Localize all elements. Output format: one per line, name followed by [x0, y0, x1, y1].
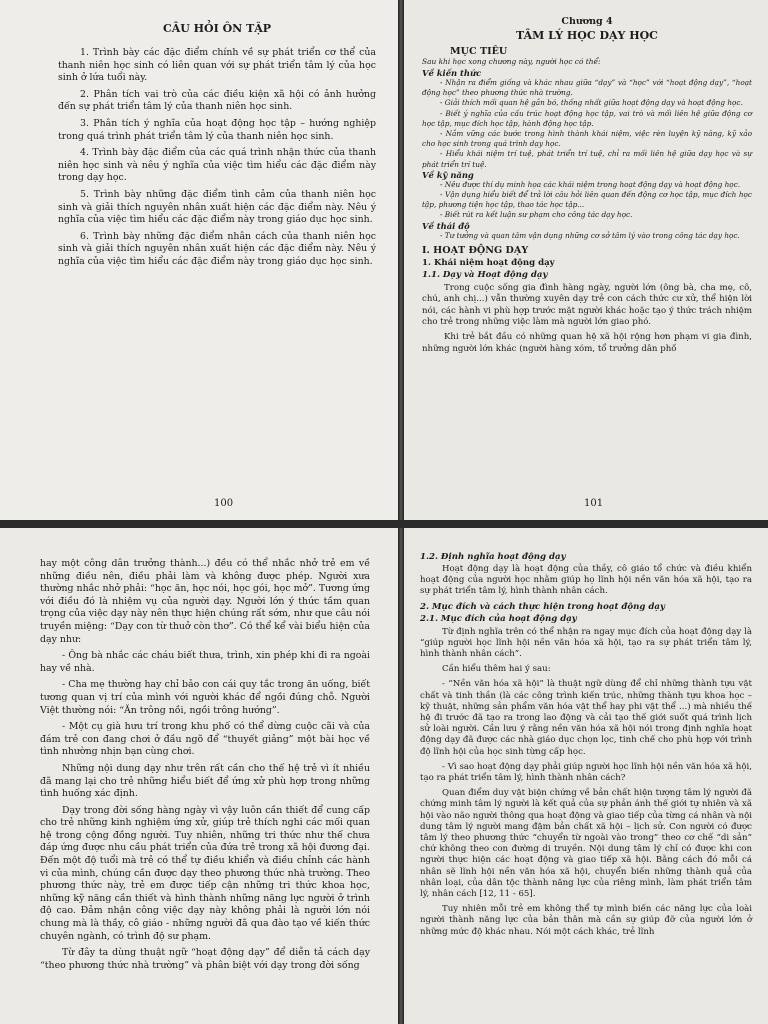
paragraph-1: hay một công dân trưởng thành...) đều có thể nhắc nhở trẻ em về những điều nên, điều phải làm và không được phép. Người xưa thường nhắc nhở phải: “học ăn, học nói, học gói, học mở”. Tương ứng với điều đó là nhiệm vụ của người dạy. Người lớn ý thức tầm quan trọng của việc dạy này nên thực hiện chúng rất sớm, như que câu nói truyền miệng: “Dạy con từ thuở còn thơ”. Có thể kể vài biểu hiện của dạy như:: [40, 558, 370, 645]
paragraph-2: Cần hiểu thêm hai ý sau:: [442, 664, 551, 675]
bullet-2: - Cha mẹ thường hay chỉ bảo con cái quy tắc trong ăn uống, biết tương quan vị trí của mình với người khác để ngồi đúng chỗ. Người Việt thường nói: “Ăn trông nồi, ngồi trông hướng”.: [40, 679, 370, 716]
paragraph-4: - Vì sao hoạt động dạy phải giúp người học lĩnh hội nền văn hóa xã hội, tạo ra phát triển tâm lý, hình thành nhân cách?: [420, 761, 752, 784]
chapter-label: Chương 4: [561, 16, 613, 27]
paragraph-2: Những nội dung dạy như trên rất cần cho thế hệ trẻ vì ít nhiều đã mang lại cho trẻ những hiểu biết để ứng xử phù hợp trong những tình huống xác định.: [40, 762, 370, 800]
skills-item-1: - Nêu được thí dụ minh họa các khái niệm trong hoạt động dạy và hoạt động học.: [440, 179, 741, 189]
page-100: [0, 0, 398, 520]
section-1-2-heading: 1.2. Định nghĩa hoạt động dạy: [420, 552, 566, 562]
paragraph-3: Dạy trong đời sống hàng ngày vì vậy luôn cần thiết để cung cấp cho trẻ những kinh nghiệm ứng xử, giúp trẻ thích nghi các mối quan hệ trong cộng đồng người. Tuy nhiên, những tri thức như thế chưa đáp ứng được nhu cầu phát triển của đứa trẻ trong xã hội đương đại. Đến một độ tuổi mà trẻ có thể tự điều khiển và điều chỉnh các hành vi của mình, chúng cần được dạy theo phương thức nhà trường. Theo phương thức này, trẻ em được tiếp cận những tri thức khoa học, những kỹ năng cần thiết và hình thành những năng lực người ở trình độ cao. Đảm nhận công việc dạy này không phải là người lớn nói chung mà là thầy, cô giáo - những người đã qua đào tạo về kiến thức chuyên ngành, có trình độ sư phạm.: [40, 804, 370, 942]
paragraph-2: Khi trẻ bắt đầu có những quan hệ xã hội rộng hơn phạm vi gia đình, những người lớn khác (người hàng xóm, tổ trưởng dân phố: [422, 332, 752, 354]
paragraph-4: Từ đây ta dùng thuật ngữ “hoạt động dạy” để diễn tả cách dạy “theo phương thức nhà trường” và phân biệt với dạy trong đời sống: [40, 947, 370, 971]
chapter-title: TÂM LÝ HỌC DẠY HỌC: [516, 29, 658, 42]
knowledge-item-4: - Nắm vững các bước trong hình thành khái niệm, việc rèn luyện kỹ năng, kỹ xảo cho học sinh trong quá trình dạy học.: [422, 129, 752, 149]
page-100-content: [58, 22, 376, 273]
question-4: 4. Trình bày đặc điểm của các quá trình nhận thức của thanh niên học sinh và nêu ý nghĩa của việc tìm hiểu các đặc điểm này trong dạy học.: [58, 147, 376, 184]
attitude-heading: Về thái độ: [422, 220, 470, 231]
attitude-item-1: - Tư tưởng và quan tâm vận dụng những cơ sở tâm lý vào trong công tác dạy học.: [440, 230, 740, 240]
page-103: [404, 528, 768, 1024]
definition-paragraph: Hoạt động dạy là hoạt động của thầy, cô giáo tổ chức và điều khiển hoạt động của người học nhằm giúp họ lĩnh hội nền văn hóa xã hội, tạo ra sự phát triển tâm lý, hình thành nhân cách.: [420, 564, 752, 597]
paragraph-1: Trong cuộc sống gia đình hàng ngày, người lớn (ông bà, cha mẹ, cô, chú, anh chị...) vẫn thường xuyên dạy trẻ con cách thức cư xử, thể hiện lời nói, các hành vi phù hợp trước mặt người khác hoặc tạo ý thức trách nhiệm cho trẻ trong những việc làm mà người lớn giao phó.: [422, 282, 752, 328]
section-2-heading: 2. Mục đích và cách thực hiện trong hoạt động dạy: [420, 601, 665, 612]
question-3: 3. Phân tích ý nghĩa của hoạt động học tập – hướng nghiệp trong quá trình phát triển tâm lý của thanh niên học sinh.: [58, 117, 376, 142]
page-102-content: [40, 558, 370, 976]
question-6: 6. Trình bày những đặc điểm nhân cách của thanh niên học sinh và giải thích nguyên nhân xuất hiện các đặc điểm này. Nêu ý nghĩa của việc tìm hiểu các đặc điểm này trong giáo dục học sinh.: [58, 230, 376, 267]
scan-divider: [0, 520, 768, 528]
page-number-101: 101: [584, 498, 604, 509]
bullet-1: - Ông bà nhắc các cháu biết thưa, trình, xin phép khi đi ra ngoài hay về nhà.: [40, 650, 370, 674]
page-number-100: 100: [214, 498, 234, 509]
objectives-intro: Sau khi học xong chương này, người học có thể:: [422, 57, 601, 66]
paragraph-5: Quan điểm duy vật biện chứng về bản chất hiện tượng tâm lý người đã chứng minh tâm lý người là kết quả của sự phản ánh thế giới tự nhiên và xã hội vào não người thông qua hoạt động và giao tiếp của từng cá nhân và nội dung tâm lý người mang đậm bản chất xã hội – lịch sử. Con người có được tâm lý theo phương thức “chuyển từ ngoài vào trong” theo cơ chế “di sản” chứ không theo con đường di truyền. Nội dung tâm lý chỉ có được khi con người thực hiện các hoạt động và giao tiếp xã hội. Bằng cách đó mỗi cá nhân sẽ lĩnh hội nền văn hóa xã hội, chuyển biến những thành quả của nhân loại, của dân tộc thành năng lực của riêng mình, làm phát triển tâm lý, nhân cách [12, 11 - 65].: [420, 788, 752, 900]
paragraph-6: Tuy nhiên mỗi trẻ em không thể tự mình biến các năng lực của loài người thành năng lực của bản thân mà cần sự giúp đỡ của người lớn ở những mức độ khác nhau. Nói một cách khác, trẻ lĩnh: [420, 904, 752, 937]
section-i-heading: I. HOẠT ĐỘNG DẠY: [422, 244, 529, 256]
knowledge-item-1: - Nhận ra điểm giống và khác nhau giữa “dạy” và “học” với “hoạt động dạy”, “hoạt động học” theo phương thức nhà trường.: [422, 78, 752, 98]
review-questions-title: CÂU HỎI ÔN TẬP: [162, 22, 272, 35]
question-1: 1. Trình bày các đặc điểm chính về sự phát triển cơ thể của thanh niên học sinh có liên quan với sự phát triển tâm lý của học sinh ở lứa tuổi này.: [58, 47, 376, 84]
page-101-content: [422, 16, 752, 359]
knowledge-heading: Về kiến thức: [422, 68, 482, 78]
objectives-heading: MỤC TIÊU: [450, 46, 508, 57]
section-1-1-heading: 1.1. Dạy và Hoạt động dạy: [422, 269, 548, 280]
section-2-1-heading: 2.1. Mục đích của hoạt động dạy: [420, 613, 577, 624]
question-2: 2. Phân tích vai trò của các điều kiện xã hội có ảnh hưởng đến sự phát triển tâm lý của thanh niên học sinh.: [58, 88, 376, 113]
question-5: 5. Trình bày những đặc điểm tình cảm của thanh niên học sinh và giải thích nguyên nhân xuất hiện các đặc điểm này. Nêu ý nghĩa của việc tìm hiểu các đặc điểm này trong giáo dục học sinh.: [58, 188, 376, 226]
knowledge-item-2: - Giải thích mối quan hệ gắn bó, thống nhất giữa hoạt động dạy và hoạt động học.: [440, 98, 743, 108]
knowledge-item-3: - Biết ý nghĩa của cấu trúc hoạt động học tập, vai trò và mối liên hệ giữa động cơ học tập, mục đích học tập, hành động học tập.: [422, 108, 752, 128]
skills-item-2: - Vận dụng hiểu biết để trả lời câu hỏi liên quan đến động cơ học tập, mục đích học tập, phương tiện học tập, thao tác học tập...: [422, 190, 752, 210]
paragraph-3: - “Nền văn hóa xã hội” là thuật ngữ dùng để chỉ những thành tựu vật chất và tinh thần (là các công trình kiến trúc, những thành tựu khoa học – kỹ thuật, những sản phẩm văn hóa vật thể hay phi vật thể ...) mà nhiều thế hệ đi trước đã tạo ra trong lao động và cải tạo thế giới suốt quá trình lịch sử loài người. Cần lưu ý rằng nền văn hóa xã hội nói trong định nghĩa hoạt động dạy đã được các nhà giáo dục chọn lọc, tinh chế cho phù hợp với trình độ lĩnh hội của học sinh từng cấp học.: [420, 679, 752, 757]
knowledge-item-5: - Hiểu khái niệm trí tuệ, phát triển trí tuệ, chỉ ra mối liên hệ giữa dạy học và sự phát triển trí tuệ.: [422, 149, 752, 169]
skills-item-3: - Biết rút ra kết luận sư phạm cho công tác dạy học.: [440, 210, 633, 220]
page-103-content: [420, 552, 752, 942]
paragraph-1: Từ định nghĩa trên có thể nhận ra ngay mục đích của hoạt động dạy là “giúp người học lĩnh hội nền văn hóa xã hội, tạo ra sự phát triển tâm lý, hình thành nhân cách”.: [420, 626, 752, 660]
page-102: [0, 528, 398, 1024]
page-101: [404, 0, 768, 520]
bullet-3: - Một cụ già hưu trí trong khu phố có thể dừng cuộc cãi và của đám trẻ con đang chơi ở đầu ngõ để “thuyết giảng” một bài học về tình nhường nhịn bạn cùng chơi.: [40, 721, 370, 758]
section-1-heading: 1. Khái niệm hoạt động dạy: [422, 257, 555, 268]
skills-heading: Về kỹ năng: [422, 169, 474, 180]
